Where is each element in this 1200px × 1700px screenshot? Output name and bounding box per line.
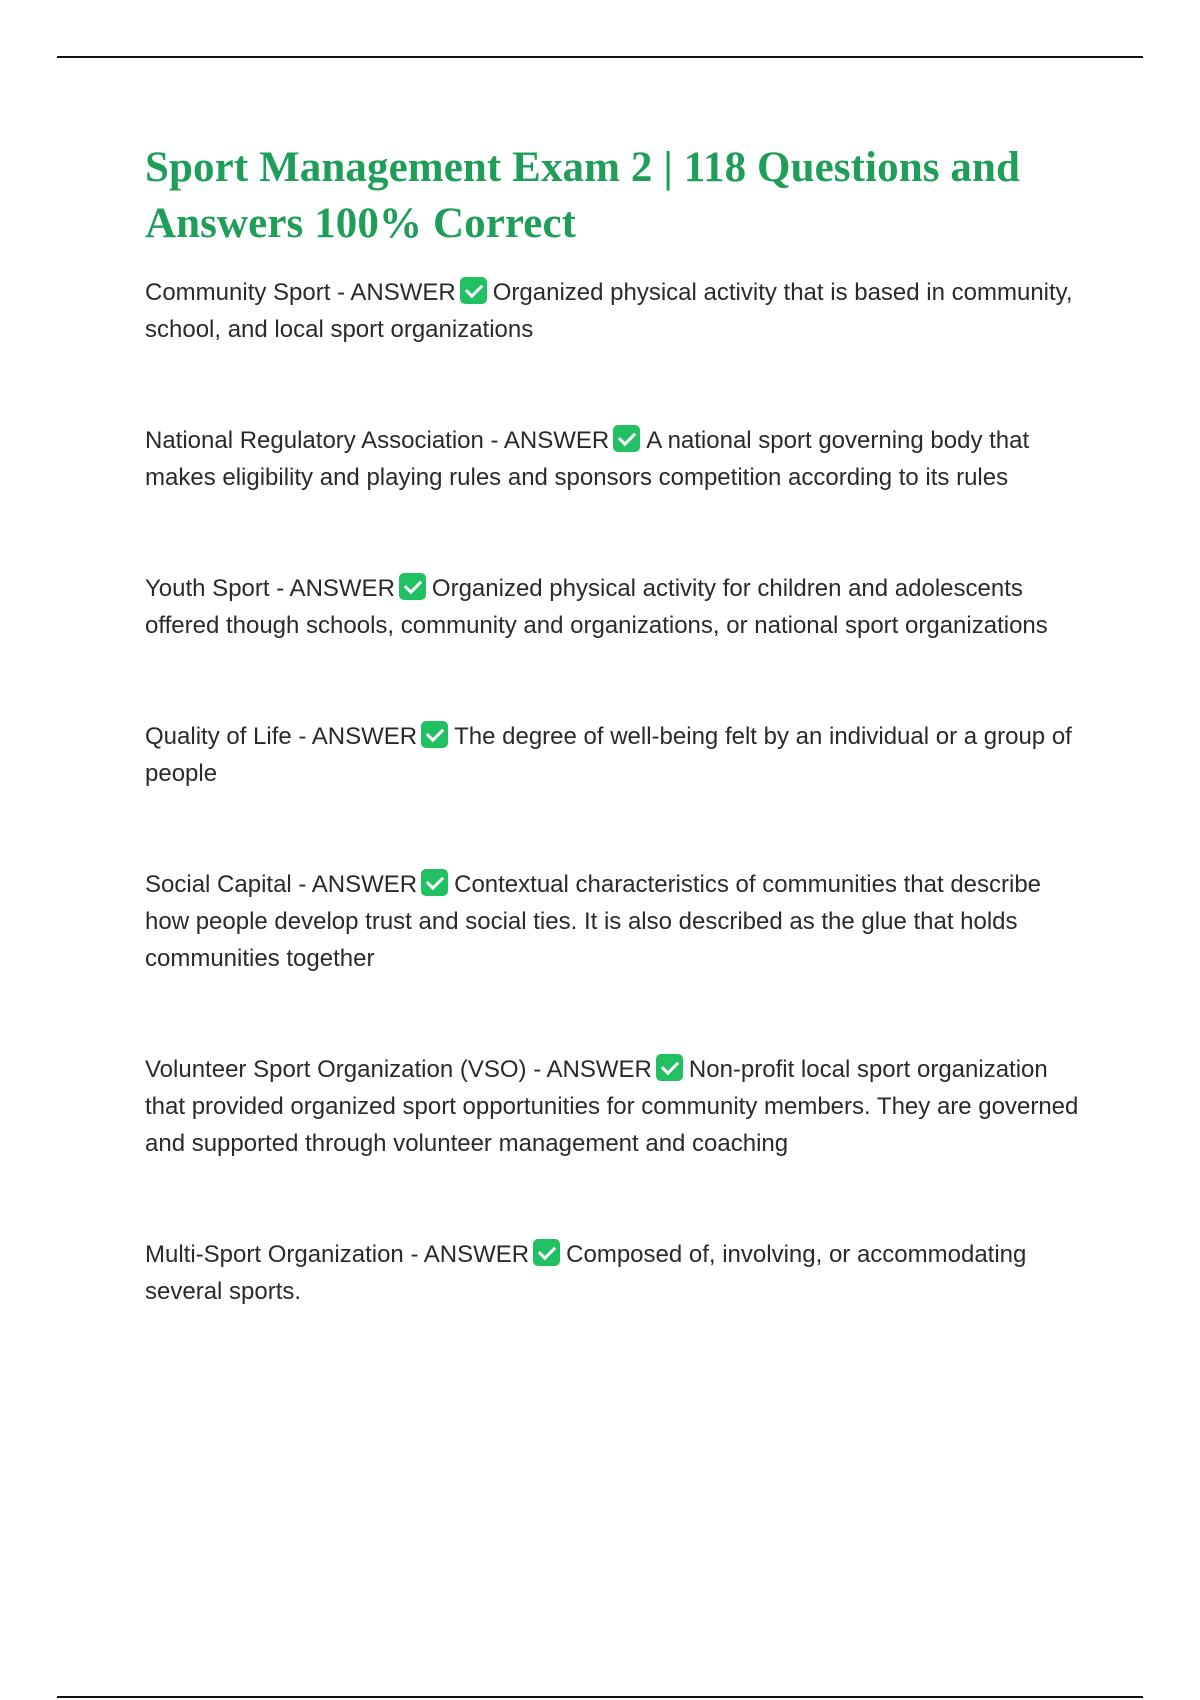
qa-definition: Organized physical activity that is based in community, school, and local sport organizations — [145, 279, 1073, 343]
answer-marker: - ANSWER — [410, 1241, 530, 1268]
qa-item — [145, 1236, 1085, 1310]
qa-item — [145, 718, 1085, 792]
check-mark-icon — [460, 277, 487, 304]
qa-list — [145, 274, 1085, 1310]
qa-term: National Regulatory Association — [145, 427, 484, 454]
qa-definition: Composed of, involving, or accommodating several sports. — [145, 1241, 1027, 1305]
answer-marker: - ANSWER — [337, 279, 456, 306]
qa-definition: A national sport governing body that makes eligibility and playing rules and sponsors competition according to its rules — [145, 427, 1030, 491]
qa-definition: The degree of well-being felt by an individual or a group of people — [145, 723, 1072, 787]
qa-definition: Non-profit local sport organization that provided organized sport opportunities for community members. They are governed and supported through volunteer management and coaching — [145, 1056, 1079, 1157]
document-content — [145, 140, 1085, 1384]
check-mark-icon — [613, 425, 640, 452]
qa-item — [145, 570, 1085, 644]
check-mark-icon — [533, 1239, 560, 1266]
qa-term: Social Capital — [145, 871, 292, 898]
qa-term: Multi-Sport Organization — [145, 1241, 404, 1268]
check-mark-icon — [399, 573, 426, 600]
answer-marker: - ANSWER — [298, 871, 418, 898]
qa-term: Youth Sport — [145, 575, 270, 602]
qa-item — [145, 274, 1085, 348]
qa-term: Quality of Life — [145, 723, 292, 750]
qa-item — [145, 1051, 1085, 1162]
check-mark-icon — [421, 721, 448, 748]
qa-item — [145, 866, 1085, 977]
answer-marker: - ANSWER — [490, 427, 610, 454]
answer-marker: - ANSWER — [533, 1056, 652, 1083]
qa-definition: Organized physical activity for children and adolescents offered though schools, community and organizations, or national sport organizations — [145, 575, 1048, 639]
document-title: Sport Management Exam 2 | 118 Questions and Answers 100% Correct — [145, 144, 1021, 247]
answer-marker: - ANSWER — [276, 575, 395, 602]
header-rule — [57, 56, 1143, 58]
answer-marker: - ANSWER — [298, 723, 418, 750]
check-mark-icon — [421, 869, 448, 896]
footer-rule — [57, 1696, 1143, 1698]
qa-definition: Contextual characteristics of communities that describe how people develop trust and social ties. It is also described as the glue that holds communities together — [145, 871, 1042, 972]
qa-item — [145, 422, 1085, 496]
check-mark-icon — [656, 1054, 683, 1081]
qa-term: Volunteer Sport Organization (VSO) — [145, 1056, 527, 1083]
qa-term: Community Sport — [145, 279, 331, 306]
